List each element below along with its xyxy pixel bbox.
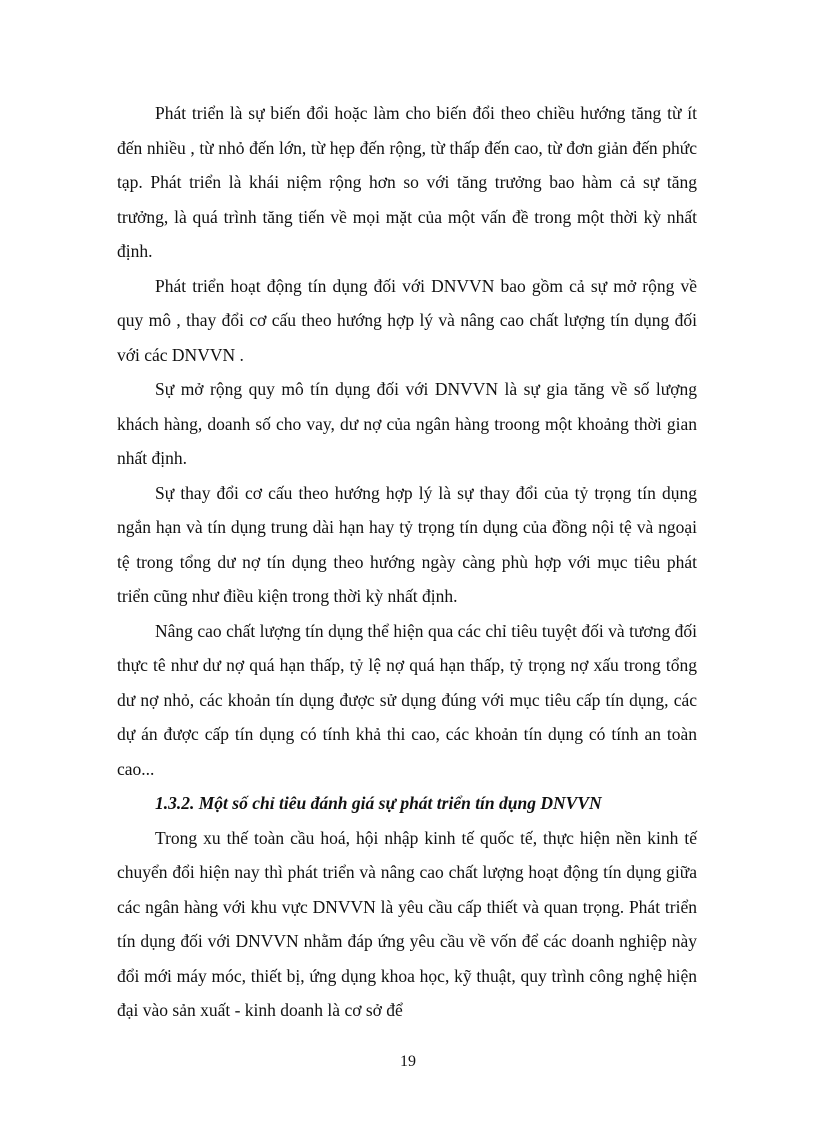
page-number: 19 (400, 1053, 416, 1070)
paragraph-structure-change: Sự thay đổi cơ cấu theo hướng hợp lý là sự thay đổi của tỷ trọng tín dụng ngắn hạn và tín dụng trung dài hạn hay tỷ trọng tín dụng của đồng nội tệ và ngoại tệ trong tổng dư nợ tín dụng theo hướng ngày càng phù hợp với mục tiêu phát triển cũng như điều kiện trong thời kỳ nhất định. (117, 482, 697, 606)
paragraph-credit-scale-expansion: Sự mở rộng quy mô tín dụng đối với DNVVN là sự gia tăng về số lượng khách hàng, doanh số cho vay, dư nợ của ngân hàng troong một khoảng thời gian nhất định. (117, 379, 697, 468)
paragraph-development-definition: Phát triển là sự biến đổi hoặc làm cho biến đổi theo chiều hướng tăng từ ít đến nhiều , từ nhỏ đến lớn, từ hẹp đến rộng, từ thấp đến cao, từ đơn giản đến phức tạp. Phát triển là khái niệm rộng hơn so với tăng trưởng bao hàm cả sự tăng trưởng, là quá trình tăng tiến về mọi mặt của một vấn đề trong một thời kỳ nhất định. (117, 103, 697, 261)
paragraph-global-integration: Trong xu thế toàn cầu hoá, hội nhập kinh tế quốc tế, thực hiện nền kinh tế chuyển đổi hiện nay thì phát triển và nâng cao chất lượng hoạt động tín dụng giữa các ngân hàng với khu vực DNVVN là yêu cầu cấp thiết và quan trọng. Phát triển tín dụng đối với DNVVN nhằm đáp ứng yêu cầu về vốn để các doanh nghiệp này đổi mới máy móc, thiết bị, ứng dụng khoa học, kỹ thuật, quy trình công nghệ hiện đại vào sản xuất - kinh doanh là cơ sở để (117, 827, 697, 1020)
paragraph-credit-quality: Nâng cao chất lượng tín dụng thể hiện qua các chỉ tiêu tuyệt đối và tương đối thực tê như dư nợ quá hạn thấp, tỷ lệ nợ quá hạn thấp, tỷ trọng nợ xấu trong tổng dư nợ nhỏ, các khoản tín dụng được sử dụng đúng với mục tiêu cấp tín dụng, các dự án được cấp tín dụng có tính khả thi cao, các khoản tín dụng có tính an toàn cao... (117, 620, 697, 779)
paragraph-credit-development-scope: Phát triển hoạt động tín dụng đối với DNVVN bao gồm cả sự mở rộng về quy mô , thay đổi cơ cấu theo hướng hợp lý và nâng cao chất lượng tín dụng đối với các DNVVN . (117, 275, 697, 365)
section-heading: 1.3.2. Một số chỉ tiêu đánh giá sự phát triển tín dụng DNVVN (155, 793, 602, 813)
body-text (117, 96, 697, 1028)
